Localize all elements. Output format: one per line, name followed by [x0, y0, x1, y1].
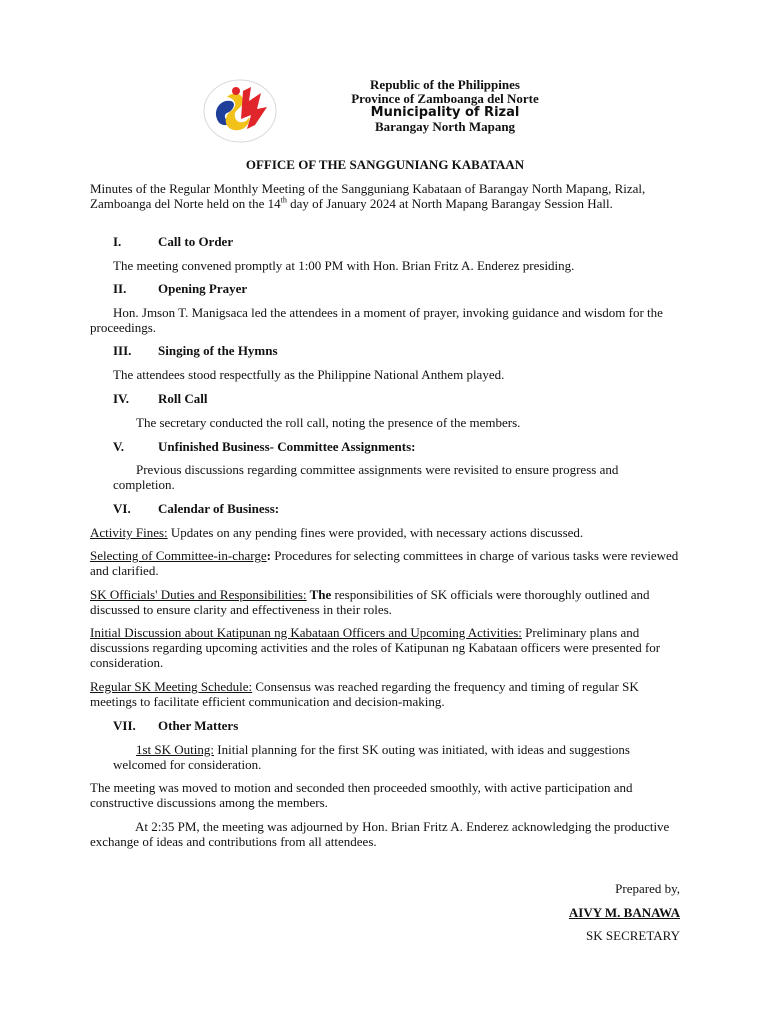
section-heading-4: IV. Roll Call	[113, 391, 208, 406]
signatory-name: AIVY M. BANAWA	[568, 905, 680, 920]
closing-paragraph-1: The meeting was moved to motion and seconded then proceeded smoothly, with active participation and constructive discussions among the members.	[90, 780, 633, 810]
header-barangay: Barangay North Mapang	[374, 119, 516, 134]
office-title: OFFICE OF THE SANGGUNIANG KABATAAN	[245, 157, 525, 172]
other-item-outing: 1st SK Outing: Initial planning for the first SK outing was initiated, with ideas and suggestions welcomed for consideration.	[113, 742, 630, 772]
section-heading-7: VII. Other Matters	[113, 718, 239, 733]
calendar-item-katipunan: Initial Discussion about Katipunan ng Kabataan Officers and Upcoming Activities: Preliminary plans and discussions regarding upcoming activities and the roles of Katipunan ng Kabataan officers were presented for consideration.	[90, 625, 661, 670]
calendar-item-schedule: Regular SK Meeting Schedule: Consensus was reached regarding the frequency and timing of regular SK meetings to facilitate efficient communication and decision-making.	[90, 679, 639, 709]
intro-paragraph: Minutes of the Regular Monthly Meeting of the Sangguniang Kabataan of Barangay North Mapang, Rizal, Zamboanga del Norte held on the 14th day of January 2024 at North Mapang Barangay Session Hall.	[90, 181, 646, 211]
section-heading-3: III. Singing of the Hymns	[113, 343, 278, 358]
header-municipality: Municipality of Rizal	[370, 105, 520, 120]
header-province: Province of Zamboanga del Norte	[351, 91, 539, 106]
section-body-1: The meeting convened promptly at 1:00 PM with Hon. Brian Fritz A. Enderez presiding.	[113, 258, 575, 273]
closing-paragraph-2: At 2:35 PM, the meeting was adjourned by Hon. Brian Fritz A. Enderez acknowledging the productive exchange of ideas and contributions from all attendees.	[90, 819, 670, 849]
section-body-2: Hon. Jmson T. Manigsaca led the attendees in a moment of prayer, invoking guidance and wisdom for the proceedings.	[90, 305, 663, 335]
calendar-item-committee: Selecting of Committee-in-charge: Procedures for selecting committees in charge of various tasks were reviewed and clarified.	[90, 548, 679, 578]
signatory-title: SK SECRETARY	[586, 928, 680, 943]
section-heading-6: VI. Calendar of Business:	[113, 501, 280, 516]
section-body-5: Previous discussions regarding committee assignments were revisited to ensure progress and completion.	[113, 462, 619, 492]
calendar-item-fines: Activity Fines: Updates on any pending fines were provided, with necessary actions discussed.	[90, 525, 584, 540]
section-heading-1: I. Call to Order	[113, 234, 234, 249]
section-heading-5: V. Unfinished Business- Committee Assignments:	[113, 439, 416, 454]
calendar-item-duties: SK Officials' Duties and Responsibilities: The responsibilities of SK officials were thoroughly outlined and discussed to ensure clarity and effectiveness in their roles.	[90, 587, 650, 617]
section-heading-2: II. Opening Prayer	[113, 281, 248, 296]
prepared-by: Prepared by,	[615, 881, 680, 896]
section-body-3: The attendees stood respectfully as the Philippine National Anthem played.	[113, 367, 505, 382]
section-body-4: The secretary conducted the roll call, noting the presence of the members.	[136, 415, 521, 430]
header-republic: Republic of the Philippines	[370, 77, 520, 92]
